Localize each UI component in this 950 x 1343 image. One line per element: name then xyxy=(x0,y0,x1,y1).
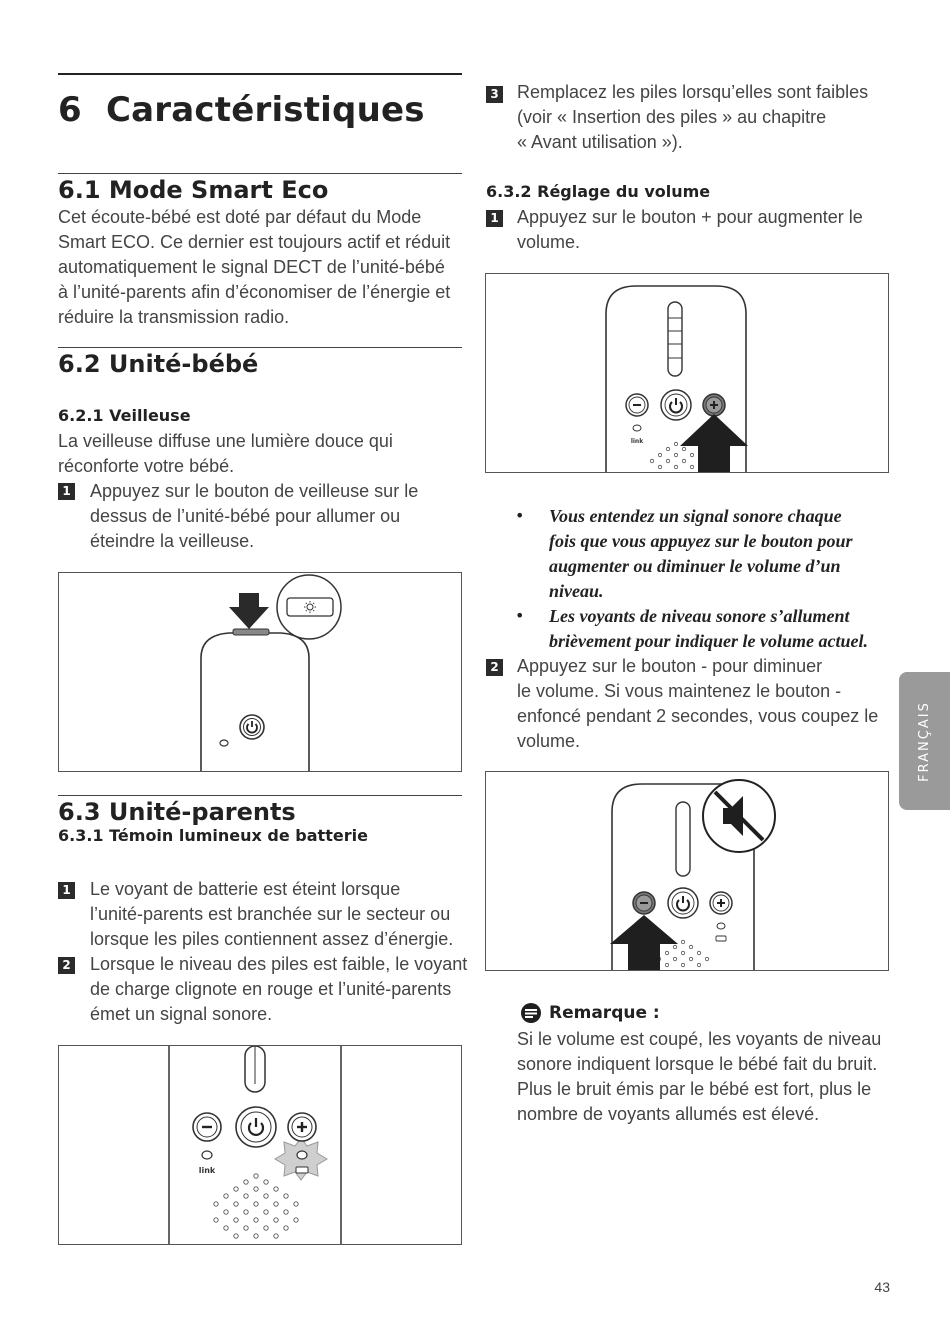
note-title: Remarque : xyxy=(549,1003,660,1023)
text-line: Si le volume est coupé, les voyants de niveau xyxy=(517,1029,882,1049)
text-line: Appuyez sur le bouton + pour augmenter le xyxy=(517,207,863,227)
minus-button xyxy=(626,394,648,416)
page-number: 43 xyxy=(874,1279,890,1295)
step-text xyxy=(517,205,897,255)
text-line: Cet écoute-bébé est doté par défaut du Mode xyxy=(58,207,422,227)
text-line: émet un signal sonore. xyxy=(90,1004,273,1024)
text-line: enfoncé pendant 2 secondes, vous coupez le xyxy=(517,706,879,726)
figure-volume-up xyxy=(485,273,889,473)
s63-rule xyxy=(58,795,462,796)
plus-button-pressed xyxy=(703,394,725,416)
text-line: Lorsque le niveau des piles est faible, le voyant xyxy=(90,954,468,974)
battery-icon xyxy=(716,936,726,941)
power-button xyxy=(668,888,698,918)
parent-unit-volume-up-illustration xyxy=(486,274,889,473)
s632-heading: 6.3.2 Réglage du volume xyxy=(486,182,711,201)
text-line: augmenter ou diminuer le volume d’un xyxy=(549,556,841,576)
text-line: l’unité-parents est branchée sur le secteur ou xyxy=(90,904,451,924)
bullet-text xyxy=(549,504,894,604)
bullet-icon: • xyxy=(515,606,525,625)
text-line: le volume. Si vous maintenez le bouton - xyxy=(517,681,842,701)
s61-paragraph xyxy=(58,205,468,330)
step-number: 2 xyxy=(58,957,75,974)
text-line: réconforte votre bébé. xyxy=(58,456,235,476)
text-line: dessus de l’unité-bébé pour allumer ou xyxy=(90,506,401,526)
text-line: Smart ECO. Ce dernier est toujours actif et réduit xyxy=(58,232,451,252)
s621-intro xyxy=(58,429,462,479)
parent-unit-mute-illustration xyxy=(486,772,889,971)
baby-unit-illustration xyxy=(59,573,462,772)
note-text xyxy=(517,1027,897,1127)
text-line: brièvement pour indiquer le volume actuel. xyxy=(549,631,868,651)
chapter-top-rule xyxy=(58,73,462,75)
step-number: 1 xyxy=(58,882,75,899)
text-line: Remplacez les piles lorsqu’elles sont faibles xyxy=(517,82,869,102)
chapter-number: 6 xyxy=(58,90,82,130)
note-icon xyxy=(520,1002,542,1024)
volume-led-bar xyxy=(668,302,682,376)
text-line: réduire la transmission radio. xyxy=(58,307,290,327)
s621-heading: 6.2.1 Veilleuse xyxy=(58,406,191,425)
bullet-text xyxy=(549,604,894,654)
figure-volume-mute xyxy=(485,771,889,971)
step-number: 1 xyxy=(486,210,503,227)
speaker-grille xyxy=(214,1174,298,1238)
s61-rule xyxy=(58,173,462,174)
bullet-icon: • xyxy=(515,506,525,525)
figure-parent-unit-battery xyxy=(58,1045,462,1245)
s62-rule xyxy=(58,347,462,348)
s631-heading: 6.3.1 Témoin lumineux de batterie xyxy=(58,826,368,845)
arrow-down-icon xyxy=(229,593,269,629)
mute-icon xyxy=(703,780,775,852)
text-line: Appuyez sur le bouton de veilleuse sur le xyxy=(90,481,419,501)
text-line: volume. xyxy=(517,232,581,252)
step-text xyxy=(90,877,470,952)
plus-button xyxy=(710,892,732,914)
step-number: 3 xyxy=(486,86,503,103)
language-tab-text: FRANÇAIS xyxy=(917,700,933,782)
parent-unit-illustration xyxy=(59,1046,462,1245)
battery-icon xyxy=(296,1167,308,1173)
text-line: fois que vous appuyez sur le bouton pour xyxy=(549,531,853,551)
step-text xyxy=(90,479,465,554)
text-line: lorsque les piles contiennent assez d’énergie. xyxy=(90,929,454,949)
power-icon xyxy=(240,715,264,739)
text-line: à l’unité-parents afin d’économiser de l’énergie et xyxy=(58,282,451,302)
power-button xyxy=(661,390,691,420)
text-line: Vous entendez un signal sonore chaque xyxy=(549,506,842,526)
s62-heading: 6.2 Unité-bébé xyxy=(58,350,259,378)
minus-button-pressed xyxy=(633,892,655,914)
text-line: sonore indiquent lorsque le bébé fait du bruit. xyxy=(517,1054,878,1074)
step-text xyxy=(90,952,470,1027)
step-text xyxy=(517,80,897,155)
text-line: de charge clignote en rouge et l’unité-parents xyxy=(90,979,452,999)
step-text xyxy=(517,654,897,754)
language-tab-label xyxy=(899,672,950,810)
text-line: Plus le bruit émis par le bébé est fort, plus le xyxy=(517,1079,872,1099)
text-line: (voir « Insertion des piles » au chapitre xyxy=(517,107,827,127)
s61-heading: 6.1 Mode Smart Eco xyxy=(58,176,329,204)
step-number: 2 xyxy=(486,659,503,676)
text-line: niveau. xyxy=(549,581,604,601)
text-line: éteindre la veilleuse. xyxy=(90,531,255,551)
power-button xyxy=(236,1107,276,1147)
text-line: « Avant utilisation »). xyxy=(517,132,683,152)
text-line: automatiquement le signal DECT de l’unité-bébé xyxy=(58,257,445,277)
step-number: 1 xyxy=(58,483,75,500)
text-line: La veilleuse diffuse une lumière douce qui xyxy=(58,431,393,451)
text-line: Les voyants de niveau sonore s’allument xyxy=(549,606,850,626)
link-label: link xyxy=(630,438,644,445)
text-line: volume. xyxy=(517,731,581,751)
minus-button xyxy=(193,1113,221,1141)
plus-button xyxy=(288,1113,316,1141)
figure-baby-unit-nightlight xyxy=(58,572,462,772)
text-line: Appuyez sur le bouton - pour diminuer xyxy=(517,656,823,676)
text-line: Le voyant de batterie est éteint lorsque xyxy=(90,879,401,899)
text-line: nombre de voyants allumés est élevé. xyxy=(517,1104,820,1124)
link-label: link xyxy=(198,1166,216,1175)
s63-heading: 6.3 Unité-parents xyxy=(58,798,296,826)
chapter-title: Caractéristiques xyxy=(106,90,425,130)
